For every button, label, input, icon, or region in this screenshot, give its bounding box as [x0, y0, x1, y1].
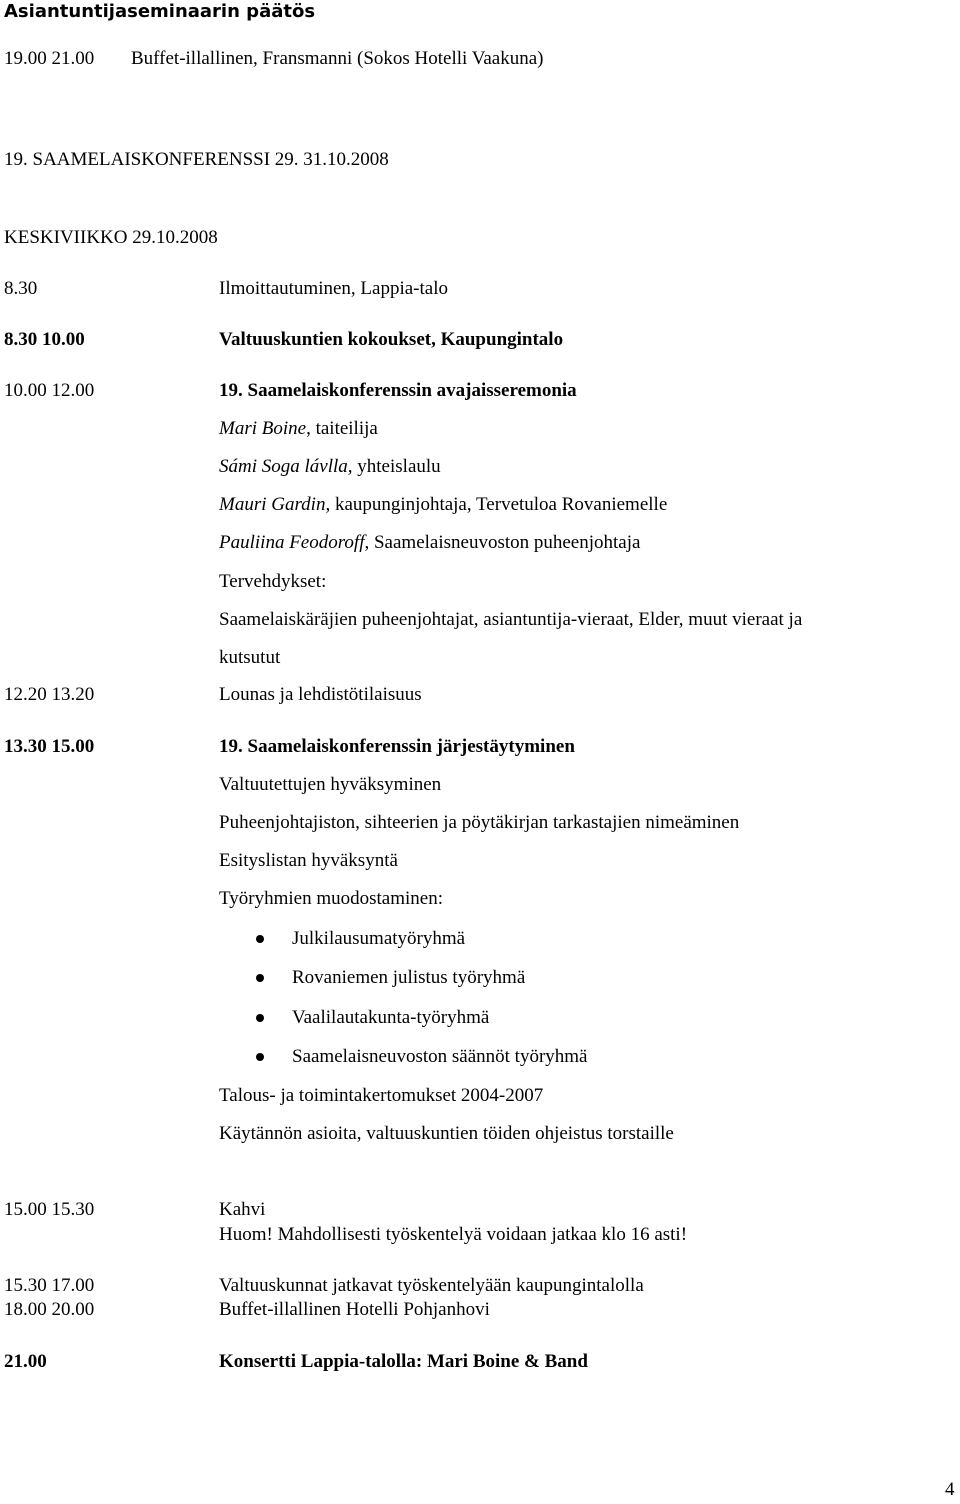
dinner-text: Buffet-illallinen Hotelli Pohjanhovi: [219, 1299, 490, 1320]
coffee-time: 15.00 15.30: [4, 1199, 95, 1220]
opening-ceremony-time: 10.00 12.00: [4, 380, 95, 401]
agenda-line: Esityslistan hyväksyntä: [219, 850, 398, 871]
agenda-line: Käytännön asioita, valtuuskuntien töiden ohjeistus torstaille: [219, 1123, 674, 1144]
bullet-icon: [256, 935, 264, 943]
organizing-time: 13.30 15.00: [4, 736, 95, 757]
opening-ceremony-title: 19. Saamelaiskonferenssin avajaisseremonia: [219, 380, 577, 401]
bullet-icon: [256, 1053, 264, 1061]
speaker-line: [219, 531, 640, 555]
bullet-icon: [256, 974, 264, 982]
speaker-role: , Saamelaisneuvoston puheenjohtaja: [364, 532, 641, 553]
greetings-label: Tervehdykset:: [219, 571, 327, 592]
speaker-role: , taiteilija: [306, 418, 378, 439]
lunch-text: Lounas ja lehdistötilaisuus: [219, 684, 422, 705]
registration-time: 8.30: [4, 278, 38, 299]
registration-text: Ilmoittautuminen, Lappia-talo: [219, 278, 448, 299]
speaker-role: yhteislaulu: [352, 456, 441, 477]
coffee-text: Kahvi: [219, 1199, 266, 1220]
working-group-item: Vaalilautakunta-työryhmä: [292, 1007, 490, 1028]
page-number: 4: [945, 1479, 955, 1500]
conference-title: 19. SAAMELAISKONFERENSSI 29. 31.10.2008: [4, 149, 389, 170]
working-group-item: Julkilausumatyöryhmä: [292, 928, 466, 949]
agenda-line: Talous- ja toimintakertomukset 2004-2007: [219, 1085, 544, 1106]
councils-time: 8.30 10.00: [4, 329, 85, 350]
speaker-name: Mari Boine: [219, 418, 307, 439]
greetings-text-line-1: Saamelaiskäräjien puheenjohtajat, asiantuntija-vieraat, Elder, muut vieraat ja: [219, 609, 803, 630]
speaker-role: , kaupunginjohtaja, Tervetuloa Rovaniemelle: [325, 494, 668, 515]
opening-dinner-text: Buffet-illallinen, Fransmanni (Sokos Hotelli Vaakuna): [131, 48, 544, 69]
concert-text: Konsertti Lappia-talolla: Mari Boine & Band: [219, 1351, 588, 1372]
speaker-line: [219, 417, 378, 441]
concert-time: 21.00: [4, 1351, 47, 1372]
opening-dinner-time: 19.00 21.00: [4, 48, 95, 69]
working-group-item: Rovaniemen julistus työryhmä: [292, 967, 526, 988]
agenda-line: Työryhmien muodostaminen:: [219, 888, 444, 909]
continue-text: Valtuuskunnat jatkavat työskentelyään kaupungintalolla: [219, 1275, 644, 1296]
working-group-item: Saamelaisneuvoston säännöt työryhmä: [292, 1046, 588, 1067]
document-heading: Asiantuntijaseminaarin päätös: [4, 1, 316, 22]
agenda-line: Puheenjohtajiston, sihteerien ja pöytäkirjan tarkastajien nimeäminen: [219, 812, 740, 833]
greetings-text-line-2: kutsutut: [219, 647, 281, 668]
agenda-line: Valtuutettujen hyväksyminen: [219, 774, 442, 795]
councils-text: Valtuuskuntien kokoukset, Kaupungintalo: [219, 329, 564, 350]
dinner-time: 18.00 20.00: [4, 1299, 95, 1320]
organizing-title: 19. Saamelaiskonferenssin järjestäytyminen: [219, 736, 575, 757]
lunch-time: 12.20 13.20: [4, 684, 95, 705]
speaker-name: Mauri Gardin: [219, 494, 326, 515]
coffee-note: Huom! Mahdollisesti työskentelyä voidaan jatkaa klo 16 asti!: [219, 1224, 688, 1245]
speaker-line: [219, 493, 667, 517]
speaker-line: [219, 455, 441, 479]
bullet-icon: [256, 1014, 264, 1022]
continue-time: 15.30 17.00: [4, 1275, 95, 1296]
speaker-name: Pauliina Feodoroff: [219, 532, 365, 553]
day-title: KESKIVIIKKO 29.10.2008: [4, 227, 218, 248]
speaker-name: Sámi Soga lávlla,: [219, 456, 353, 477]
